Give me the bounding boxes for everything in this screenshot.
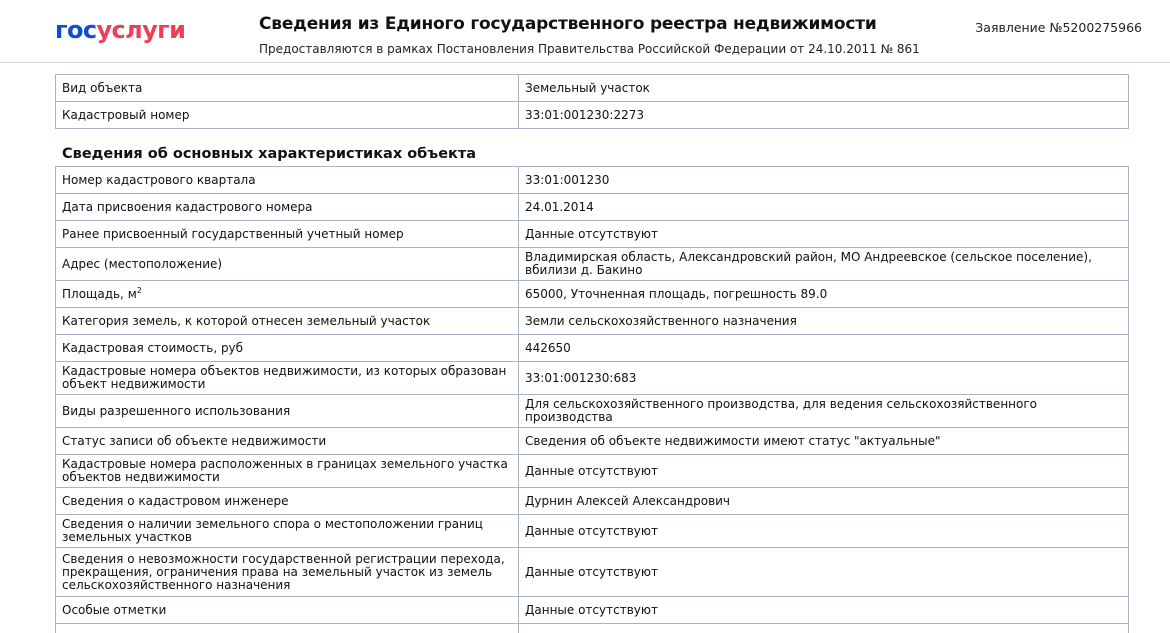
row-value: Данные отсутствуют	[519, 221, 1129, 248]
row-value: Данные отсутствуют	[519, 548, 1129, 597]
row-value: 33:01:001230:2273	[519, 102, 1129, 129]
table-row	[56, 335, 1129, 362]
table-row	[56, 428, 1129, 455]
row-label: Сведения о кадастровом инженере	[56, 488, 519, 515]
table-row	[56, 515, 1129, 548]
row-value: Дурнин Алексей Александрович	[519, 488, 1129, 515]
table-row	[56, 362, 1129, 395]
row-label: Статус записи об объекте недвижимости	[56, 428, 519, 455]
row-label: Кадастровый номер	[56, 102, 519, 129]
row-label: Вид объекта	[56, 75, 519, 102]
row-value: Земли сельскохозяйственного назначения	[519, 308, 1129, 335]
table-row	[56, 248, 1129, 281]
row-label: Кадастровая стоимость, руб	[56, 335, 519, 362]
table-row	[56, 395, 1129, 428]
row-value: Данные отсутствуют	[519, 515, 1129, 548]
row-label: Особые отметки	[56, 597, 519, 624]
row-value: Земельный участок	[519, 75, 1129, 102]
table-row	[56, 455, 1129, 488]
area-label-text: Площадь, м	[62, 286, 137, 301]
table-row	[56, 624, 1129, 633]
document-subtitle: Предоставляются в рамках Постановления Правительства Российской Федерации от 24.10.2011 № 861	[259, 42, 920, 56]
table-row	[56, 597, 1129, 624]
table-row	[56, 488, 1129, 515]
table-row	[56, 221, 1129, 248]
section-title: Сведения об основных характеристиках объекта	[62, 146, 477, 162]
row-label: Дата присвоения кадастрового номера	[56, 194, 519, 221]
logo-part-uslugi: услуги	[96, 16, 186, 44]
gosuslugi-logo[interactable]	[55, 17, 185, 43]
row-value: 33:01:001230:683	[519, 362, 1129, 395]
main-characteristics-section	[55, 166, 1115, 633]
row-label: Сведения о наличии земельного спора о местоположении границ земельных участков	[56, 515, 519, 548]
row-label: Кадастровые номера объектов недвижимости, из которых образован объект недвижимости	[56, 362, 519, 395]
row-value: 442650	[519, 335, 1129, 362]
row-value: Данные отсутствуют	[519, 597, 1129, 624]
object-identity-table	[55, 74, 1129, 129]
row-label: Ранее присвоенный государственный учетный номер	[56, 221, 519, 248]
row-value: Сведения об объекте недвижимости имеют статус "актуальные"	[519, 428, 1129, 455]
logo-part-gos: гос	[55, 16, 97, 44]
table-row	[56, 308, 1129, 335]
table-row	[56, 281, 1129, 308]
table-row	[56, 194, 1129, 221]
row-label	[56, 624, 519, 633]
row-value: Данные отсутствуют	[519, 455, 1129, 488]
table-row	[56, 167, 1129, 194]
document-header	[0, 0, 1170, 63]
table-row	[56, 75, 1129, 102]
area-unit-superscript: 2	[136, 285, 142, 295]
document-title: Сведения из Единого государственного реестра недвижимости	[259, 14, 877, 34]
main-characteristics-table	[55, 166, 1129, 633]
row-label: Адрес (местоположение)	[56, 248, 519, 281]
row-label-area	[56, 281, 519, 308]
table-row	[56, 102, 1129, 129]
row-value: 65000, Уточненная площадь, погрешность 89.0	[519, 281, 1129, 308]
application-number: Заявление №5200275966	[975, 20, 1142, 35]
row-value	[519, 624, 1129, 633]
object-identity-section	[55, 74, 1115, 129]
row-value: 33:01:001230	[519, 167, 1129, 194]
row-label: Виды разрешенного использования	[56, 395, 519, 428]
row-value: 24.01.2014	[519, 194, 1129, 221]
row-value: Для сельскохозяйственного производства, для ведения сельскохозяйственного производства	[519, 395, 1129, 428]
table-row	[56, 548, 1129, 597]
row-value: Владимирская область, Александровский район, МО Андреевское (сельское поселение), вбилизи д. Бакино	[519, 248, 1129, 281]
row-label: Номер кадастрового квартала	[56, 167, 519, 194]
row-label: Кадастровые номера расположенных в границах земельного участка объектов недвижимости	[56, 455, 519, 488]
row-label: Сведения о невозможности государственной регистрации перехода, прекращения, ограничения права на земельный участок из земель сельскохозяйственного назначения	[56, 548, 519, 597]
row-label: Категория земель, к которой отнесен земельный участок	[56, 308, 519, 335]
